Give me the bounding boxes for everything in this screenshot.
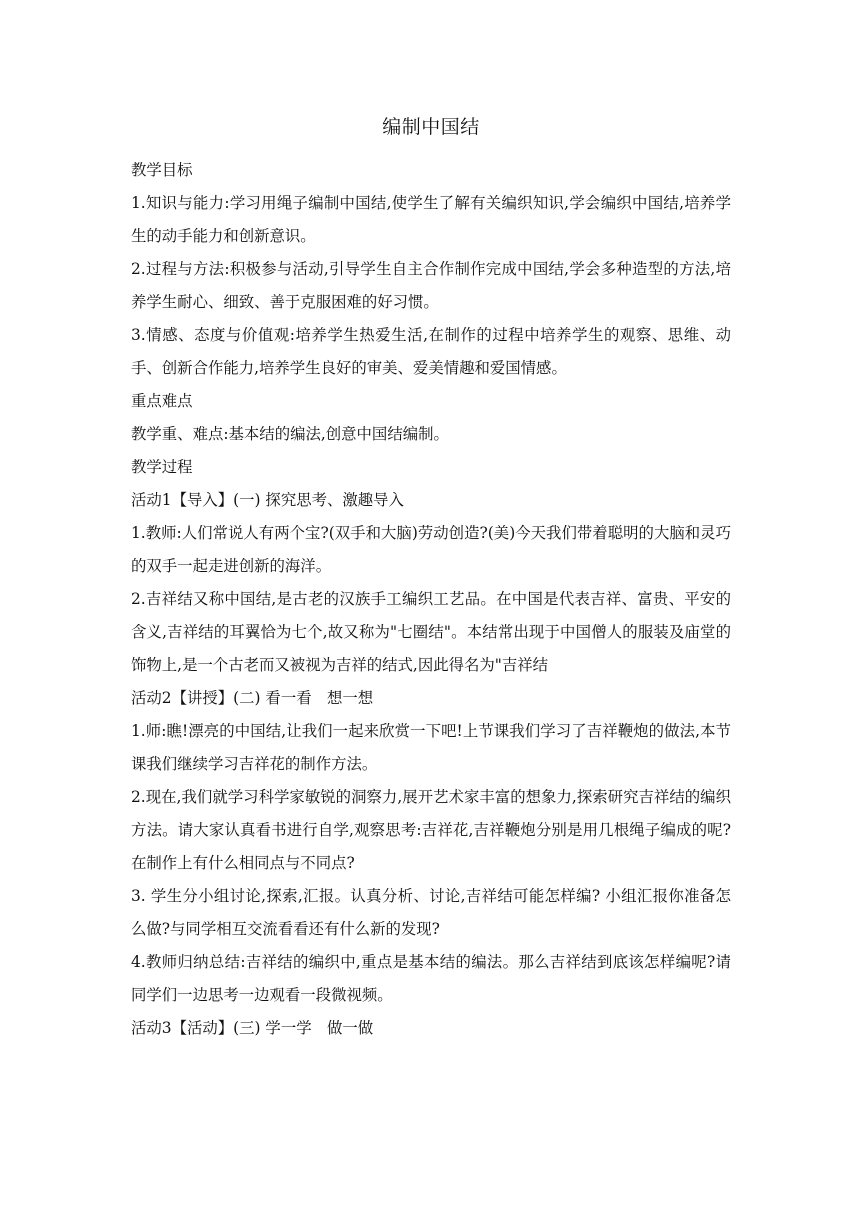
- document-page: [131, 114, 731, 1045]
- paragraph-activity1-item1: 1.教师:人们常说人有两个宝?(双手和大脑)劳动创造?(美)今天我们带着聪明的大脑和灵巧的双手一起走进创新的海洋。: [131, 524, 731, 575]
- paragraph-goal-process: 2.过程与方法:积极参与活动,引导学生自主合作制作完成中国结,学会多种造型的方法,培养学生耐心、细致、善于克服困难的好习惯。: [131, 260, 731, 311]
- paragraph-activity1-item2: 2.吉祥结又称中国结,是古老的汉族手工编织工艺品。在中国是代表吉祥、富贵、平安的含义,吉祥结的耳翼恰为七个,故又称为"七圈结"。本结常出现于中国僧人的服装及庙堂的饰物上,是一个古老而又被视为吉祥的结式,因此得名为"吉祥结: [131, 590, 731, 674]
- paragraph-activity2-item1: 1.师:瞧!漂亮的中国结,让我们一起来欣赏一下吧!上节课我们学习了吉祥鞭炮的做法,本节课我们继续学习吉祥花的制作方法。: [131, 722, 731, 773]
- paragraph-goal-emotion: 3.情感、态度与价值观:培养学生热爱生活,在制作的过程中培养学生的观察、思维、动手、创新合作能力,培养学生良好的审美、爱美情趣和爱国情感。: [131, 326, 731, 377]
- document-title: 编制中国结: [382, 116, 480, 138]
- paragraph-activity2-item2: 2.现在,我们就学习科学家敏锐的洞察力,展开艺术家丰富的想象力,探索研究吉祥结的编织方法。请大家认真看书进行自学,观察思考:吉祥花,吉祥鞭炮分别是用几根绳子编成的呢?在制作上有什么相同点与不同点?: [131, 788, 731, 872]
- section-heading-process: 教学过程: [131, 458, 193, 476]
- paragraph-activity2-item4: 4.教师归纳总结:吉祥结的编织中,重点是基本结的编法。那么吉祥结到底该怎样编呢?请同学们一边思考一边观看一段微视频。: [131, 953, 731, 1004]
- paragraph-activity2-item3: 3. 学生分小组讨论,探索,汇报。认真分析、讨论,吉祥结可能怎样编? 小组汇报你准备怎么做?与同学相互交流看看还有什么新的发现?: [131, 887, 731, 938]
- section-heading-key-points: 重点难点: [131, 392, 193, 410]
- activity-heading-3: 活动3【活动】(三) 学一学 做一做: [131, 1019, 374, 1037]
- section-heading-teaching-goals: 教学目标: [131, 161, 193, 179]
- paragraph-key-points: 教学重、难点:基本结的编法,创意中国结编制。: [131, 425, 449, 443]
- activity-heading-1: 活动1【导入】(一) 探究思考、激趣导入: [131, 491, 404, 509]
- paragraph-goal-knowledge: 1.知识与能力:学习用绳子编制中国结,使学生了解有关编织知识,学会编织中国结,培养学生的动手能力和创新意识。: [131, 194, 731, 245]
- activity-heading-2: 活动2【讲授】(二) 看一看 想一想: [131, 689, 374, 707]
